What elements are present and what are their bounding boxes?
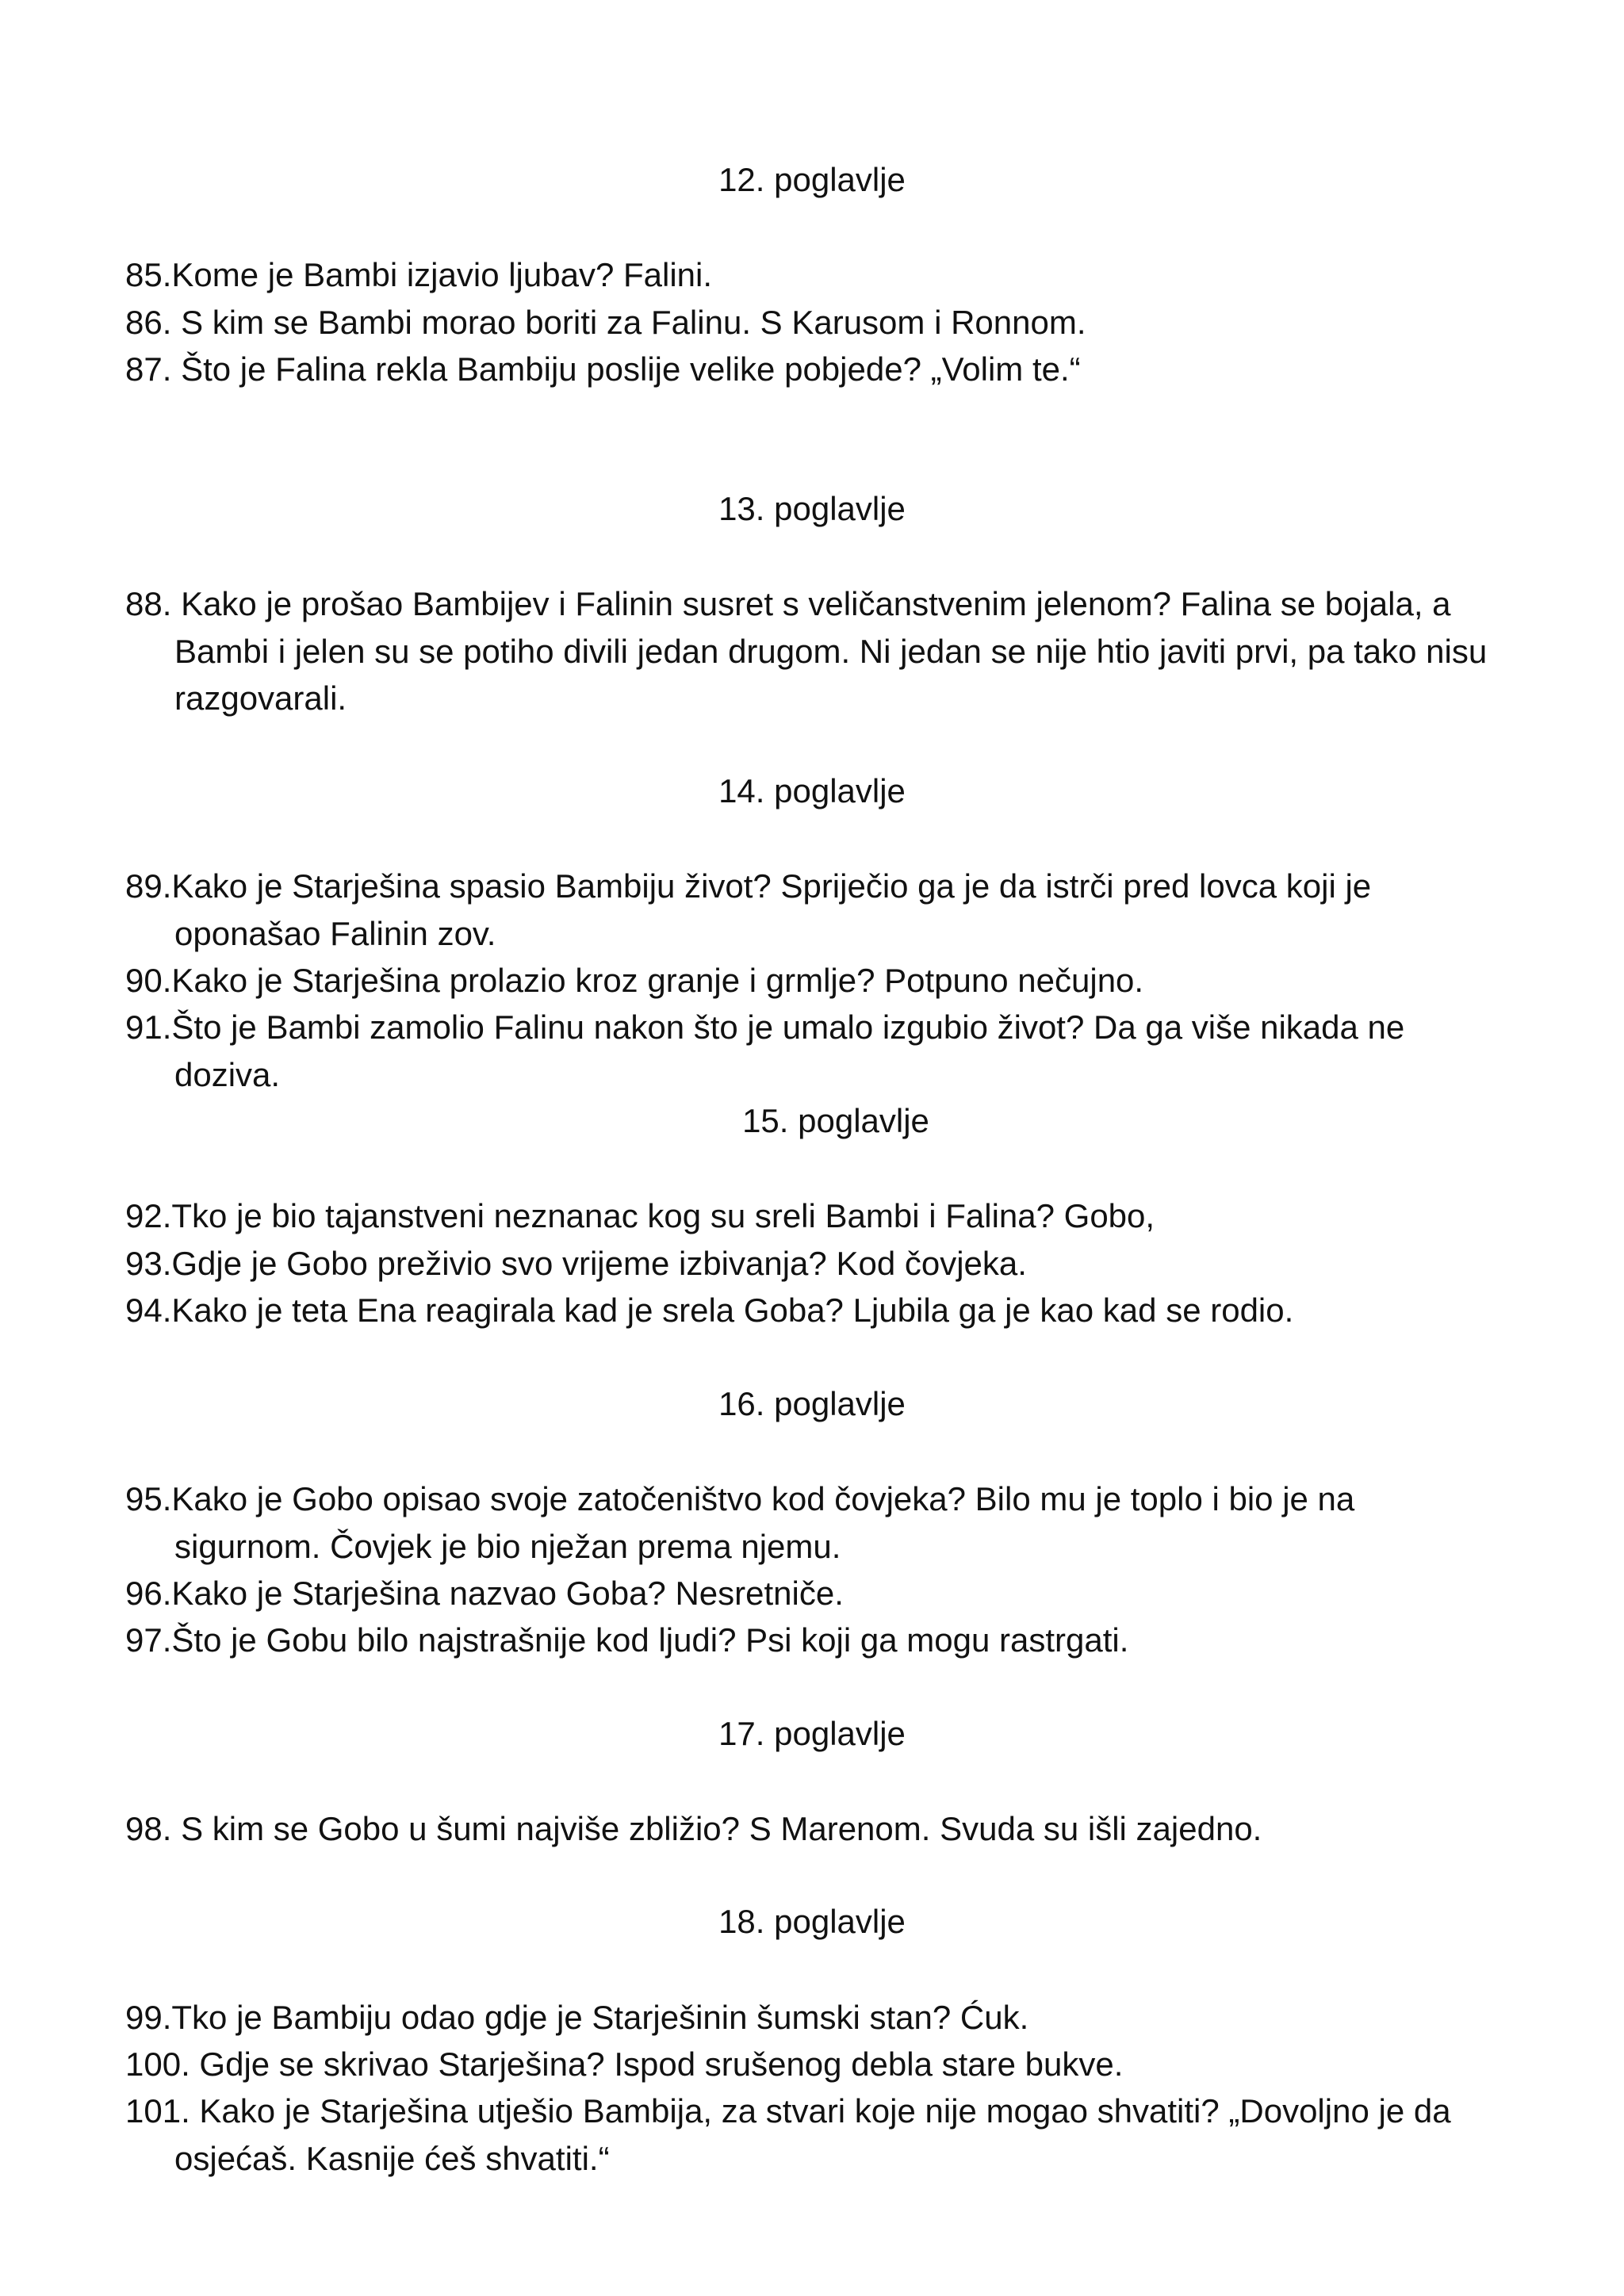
question-text: Kako je Starješina utješio Bambija, za stvari koje nije mogao shvatiti? „Dovoljno je da osjećaš. Kasnije ćeš shvatiti.“ bbox=[174, 2092, 1451, 2177]
question-text: Kome je Bambi izjavio ljubav? Falini. bbox=[171, 256, 713, 293]
question-text: Gdje se skrivao Starješina? Ispod srušenog debla stare bukve. bbox=[199, 2045, 1124, 2083]
chapter-heading-17: 17. poglavlje bbox=[718, 1715, 906, 1752]
question-number: 88. bbox=[125, 585, 182, 622]
question-item-86 bbox=[125, 299, 1489, 346]
question-text: Što je Falina rekla Bambiju poslije velike pobjede? „Volim te.“ bbox=[181, 350, 1081, 388]
question-item-89 bbox=[125, 863, 1489, 957]
question-text: Kako je Starješina spasio Bambiju život? Spriječio ga je da istrči pred lovca koji je oponašao Falinin zov. bbox=[171, 867, 1372, 952]
question-text: Tko je bio tajanstveni neznanac kog su sreli Bambi i Falina? Gobo, bbox=[171, 1197, 1155, 1234]
chapter-heading-16: 16. poglavlje bbox=[718, 1385, 906, 1422]
question-number: 96. bbox=[125, 1575, 172, 1612]
question-number: 93. bbox=[125, 1245, 172, 1282]
question-item-90 bbox=[125, 957, 1489, 1004]
question-number: 90. bbox=[125, 962, 172, 999]
question-item-96 bbox=[125, 1570, 1489, 1617]
question-text: S kim se Bambi morao boriti za Falinu. S Karusom i Ronnom. bbox=[181, 304, 1086, 341]
question-number: 87. bbox=[125, 350, 182, 388]
question-item-85 bbox=[125, 251, 1489, 299]
question-text: Kako je Gobo opisao svoje zatočeništvo kod čovjeka? Bilo mu je toplo i bio je na sigurnom. Čovjek je bio nježan prema njemu. bbox=[171, 1480, 1355, 1565]
chapter-heading-12: 12. poglavlje bbox=[718, 161, 906, 198]
question-number: 99. bbox=[125, 1999, 172, 2036]
chapter-heading-14: 14. poglavlje bbox=[718, 772, 906, 809]
question-item-88 bbox=[125, 580, 1489, 722]
question-item-100 bbox=[125, 2041, 1489, 2088]
question-number: 95. bbox=[125, 1480, 172, 1517]
question-number: 101. bbox=[125, 2092, 200, 2130]
question-text: Kako je prošao Bambijev i Falinin susret s veličanstvenim jelenom? Falina se bojala, a Bambi i jelen su se potiho divili jedan drugom. Ni jedan se nije htio javiti prvi, pa tako nisu razgovarali. bbox=[174, 585, 1488, 717]
question-number: 86. bbox=[125, 304, 182, 341]
chapter-heading-15: 15. poglavlje bbox=[742, 1102, 929, 1139]
question-text: S kim se Gobo u šumi najviše zbližio? S Marenom. Svuda su išli zajedno. bbox=[181, 1810, 1262, 1847]
question-text: Kako je teta Ena reagirala kad je srela Goba? Ljubila ga je kao kad se rodio. bbox=[171, 1292, 1294, 1329]
question-text: Gdje je Gobo preživio svo vrijeme izbivanja? Kod čovjeka. bbox=[171, 1245, 1027, 1282]
question-item-95 bbox=[125, 1475, 1489, 1570]
question-text: Tko je Bambiju odao gdje je Starješinin šumski stan? Ćuk. bbox=[171, 1999, 1029, 2036]
question-number: 91. bbox=[125, 1008, 172, 1046]
question-item-98 bbox=[125, 1805, 1489, 1853]
question-text: Kako je Starješina prolazio kroz granje i grmlje? Potpuno nečujno. bbox=[171, 962, 1144, 999]
question-item-93 bbox=[125, 1240, 1489, 1288]
question-number: 92. bbox=[125, 1197, 172, 1234]
question-text: Kako je Starješina nazvao Goba? Nesretniče. bbox=[171, 1575, 844, 1612]
question-number: 98. bbox=[125, 1810, 182, 1847]
question-number: 97. bbox=[125, 1621, 172, 1659]
question-number: 94. bbox=[125, 1292, 172, 1329]
question-item-101 bbox=[125, 2087, 1489, 2182]
question-item-87 bbox=[125, 346, 1489, 393]
question-item-94 bbox=[125, 1287, 1489, 1334]
question-item-97 bbox=[125, 1617, 1489, 1664]
question-text: Što je Gobu bilo najstrašnije kod ljudi? Psi koji ga mogu rastrgati. bbox=[171, 1621, 1129, 1659]
question-item-99 bbox=[125, 1994, 1489, 2042]
question-number: 85. bbox=[125, 256, 172, 293]
question-number: 100. bbox=[125, 2045, 200, 2083]
chapter-heading-18: 18. poglavlje bbox=[718, 1903, 906, 1940]
question-item-91 bbox=[125, 1004, 1489, 1098]
question-text: Što je Bambi zamolio Falinu nakon što je umalo izgubio život? Da ga više nikada ne doziva. bbox=[171, 1008, 1405, 1093]
chapter-heading-13: 13. poglavlje bbox=[718, 490, 906, 527]
question-number: 89. bbox=[125, 867, 172, 905]
question-item-92 bbox=[125, 1192, 1489, 1240]
